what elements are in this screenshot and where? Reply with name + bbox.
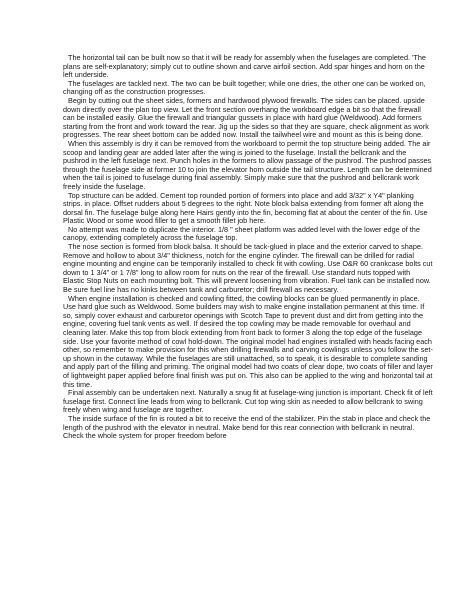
paragraph-final-assembly: Final assembly can be undertaken next. Naturally a snug fit at fuselage-wing junction is important. Check fit of left fuselage first. Connect line leads from wing to bellcrank. Cut top wing skin as needed to allow bellcrank to swing freely when wing and fuselage are together. <box>63 388 433 415</box>
article-body <box>63 54 433 441</box>
paragraph-nose-section: The nose section is formed from block balsa. It should be tack-glued in place and the exterior carved to shape. Remove and hollow to about 3/4" thickness, notch for the engine cylinder. The firewall can be drilled for radial engine mounting and engine can be temporarily installed to check fit with cowling. Use O&R 60 crankcase bolts cut down to 1 3/4" or 1 7/8" long to allow room for nuts on the rear of the firewall. Use standard nuts topped with Elastic Stop Nuts on each mounting bolt. This will prevent loosening from vibration. Fuel tank can be installed now. Be sure fuel line has no kinks between tank and carburetor; drill firewall as necessary. <box>63 242 433 295</box>
paragraph-horizontal-tail: The horizontal tail can be built now so that it will be ready for assembly when the fuselages are completed. 'The plans are self-explanatory; simply cut to outline shown and carve airfoil section. Add spar hinges and horn on the left underside. <box>63 53 426 80</box>
paragraph-top-structure-bellcrank: When this assembly is dry it can be removed from the workboard to permit the top structure being added. The air scoop and landing gear are added later after the wing is joined to the fuselage. Install the bellcrank and the pushrod in the left fuselage next. Punch holes in the formers to allow passage of the pushrod. The pushrod passes through the fuselage side at former 10 to join the elevator horn outside the tail structure. Length can be determined when the tail is joined to fuselage during final assembly. Simply make sure that the pushrod and bellcrank work freely inside the fuselage. <box>63 138 432 191</box>
paragraph-sheet-sides: Begin by cutting out the sheet sides, formers and hardwood plywood firewalls. The sides can be placed. upside down directly over the plan top view. Let the front section overhang the workboard edge a bit so that the firewall can be installed easily. Glue the firewall and triangular gussets in place with hard glue (Weldwood). Add formers starting from the front and work toward the rear. Jig up the sides so that they are square, check alignment as work progresses. The rear sheet bottom can be added now. Install the tailwheel wire and mount as this is being done. <box>63 95 429 140</box>
paragraph-fuselages: The fuselages are tackled next. The two can be built together; while one dries, the other one can be worked on, changing off as the construction progresses. <box>63 78 426 97</box>
paragraph-engine-installation: When engine installation is checked and cowling fitted, the cowling blocks can be glued permanently in place. Use hard glue such as Weldwood. Some builders may wish to make engine installation permanent at this time. If so, simply cover exhaust and carburetor openings with Scotch Tape to prevent dust and dirt from getting into the engine, covering fuel tank vents as well. If desired the top cowling may be made removable for overhaul and cleaning later. Make this top from block extending from front back to former 3 along the top edge of the fuselage side. Use your favorite method of cowl hold-down. The original model had engines installed with heads facing each other, so remember to make provision for this when drilling firewalls and carving cowlings unless you follow the set-up shown in the cutaway. While the fuselages are still unattached, so to speak, it is desirable to complete sanding and apply part of the filling and priming. The original model had two coats of clear dope, two coats of filler and layer of lightweight paper applied before final finish was put on. This also can be applied to the wing and horizontal tail at this time. <box>63 293 433 389</box>
paragraph-fin-stabilizer: The inside surface of the fin is routed a bit to receive the end of the stabilizer. Pin the stab in place and check the length of the pushrod with the elevator in neutral. Make bend for this rear connection with bellcrank in neutral. Check the whole system for proper freedom before <box>63 413 431 441</box>
paragraph-interior: No attempt was made to duplicate the interior. 1/8 " sheet platform was added level with the lower edge of the canopy, extending completely across the fuselage top. <box>63 224 420 243</box>
paragraph-top-planking: Top structure can be added. Cement top rounded portion of formers into place and add 3/32" x Y4" planking strips. in place. Offset rudders about 5 degrees to the right. Note block balsa extending from former aft along the dorsal fin. The fuselage bulge along here Hairs gently into the fin, becoming flat at about the center of the fin. Use Plastic Wood or some wood filler to get a smooth fillet job here. <box>63 190 428 226</box>
